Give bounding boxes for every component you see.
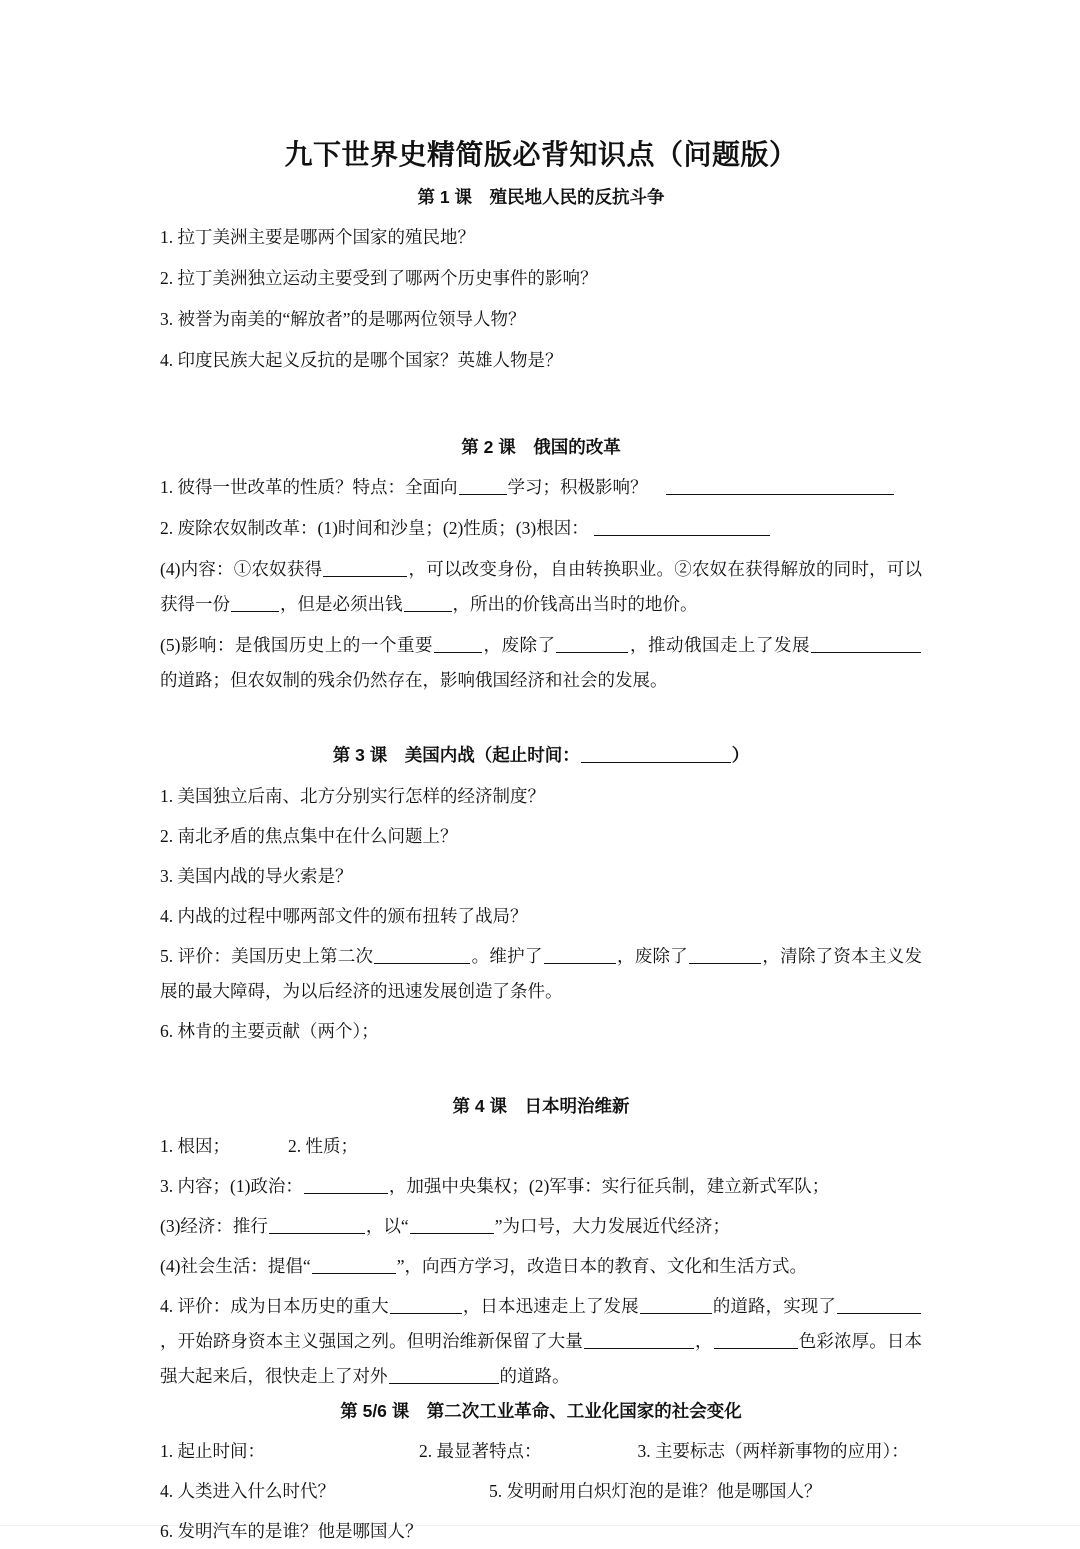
lesson-4-item-4-text-f: 色彩浓厚。日本强大起来后，很快走上了对外 bbox=[160, 1330, 923, 1386]
spacer bbox=[160, 1049, 922, 1093]
fill-blank[interactable] bbox=[434, 635, 482, 654]
lesson-2-item-1-text-a: 1. 彼得一世改革的性质？特点：全面向 bbox=[160, 477, 458, 498]
lesson-3-item-5-text-a: 5. 评价：美国历史上第二次 bbox=[160, 945, 374, 966]
fill-blank[interactable] bbox=[404, 594, 452, 613]
lesson-4-item-3-text-b: ，加强中央集权；(2)军事：实行征兵制，建立新式军队； bbox=[388, 1175, 830, 1196]
lesson-1-item-3: 3. 被誉为南美的“解放者”的是哪两位领导人物？ bbox=[160, 309, 526, 330]
lesson-2-item-4-text-c: ，但是必须出钱 bbox=[280, 594, 403, 615]
fill-blank[interactable] bbox=[556, 635, 628, 654]
lesson-2-item-5-text-b: ，废除了 bbox=[482, 635, 556, 656]
lesson-2-item-4-text-a: (4)内容：①农奴获得 bbox=[160, 559, 323, 580]
fill-blank[interactable] bbox=[581, 745, 731, 764]
lesson-3-item-5-text-d: ，清除了资本主义发展的最大障碍，为以后经济的迅速发展创造了条件。 bbox=[160, 945, 923, 1001]
lesson-4-item-2: 2. 性质； bbox=[288, 1135, 358, 1156]
lesson-3-item-6: 6. 林肯的主要贡献（两个）； bbox=[160, 1020, 379, 1041]
fill-blank[interactable] bbox=[640, 1295, 712, 1314]
lesson-4-item-3 bbox=[160, 1169, 922, 1204]
lesson-5-6-item-3: 3. 主要标志（两样新事物的应用）： bbox=[637, 1441, 909, 1462]
lesson-2-item-5-text-c: ，推动俄国走上了发展 bbox=[629, 635, 811, 656]
lesson-3-item-4: 4. 内战的过程中哪两部文件的颁布扭转了战局？ bbox=[160, 905, 528, 926]
lesson-3-item-1: 1. 美国独立后南、北方分别实行怎样的经济制度？ bbox=[160, 785, 545, 806]
lesson-4-item-3c-text-c: ”为口号，大力发展近代经济； bbox=[494, 1215, 730, 1236]
lesson-2-item-5 bbox=[160, 628, 922, 698]
lesson-4-item-4-text-g: 的道路。 bbox=[499, 1365, 570, 1386]
fill-blank[interactable] bbox=[666, 477, 894, 496]
fill-blank[interactable] bbox=[304, 1175, 388, 1194]
lesson-4-item-3c bbox=[160, 1209, 922, 1244]
fill-blank[interactable] bbox=[689, 945, 761, 964]
lesson-3-item-5 bbox=[160, 939, 922, 1009]
lesson-3-heading-text-b: ） bbox=[731, 745, 750, 766]
fill-blank[interactable] bbox=[323, 559, 407, 578]
lesson-4-item-4 bbox=[160, 1289, 922, 1394]
lesson-5-6-item-4: 4. 人类进入什么时代？ bbox=[160, 1481, 335, 1502]
lesson-5-6-row-2 bbox=[160, 1474, 922, 1509]
lesson-4-item-4-text-b: ，日本迅速走上了发展 bbox=[462, 1295, 639, 1316]
lesson-4-item-4-text-a: 4. 评价：成为日本历史的重大 bbox=[160, 1295, 389, 1316]
lesson-1-item-2: 2. 拉丁美洲独立运动主要受到了哪两个历史事件的影响？ bbox=[160, 268, 598, 289]
lesson-2-heading: 第 2 课 俄国的改革 bbox=[461, 437, 621, 458]
lesson-2-item-4-text-b: ，可以改变身份，自由转换职业。②农奴在获得解放的同时，可以获得一份 bbox=[160, 559, 923, 615]
spacer bbox=[160, 1119, 922, 1129]
spacer bbox=[160, 460, 922, 470]
fill-blank[interactable] bbox=[374, 945, 470, 964]
lesson-5-6-heading: 第 5/6 课 第二次工业革命、工业化国家的社会变化 bbox=[340, 1400, 742, 1421]
fill-blank[interactable] bbox=[714, 1330, 798, 1349]
lesson-2-item-1-text-b: 学习；积极影响？ bbox=[507, 477, 648, 498]
lesson-4-heading: 第 4 课 日本明治维新 bbox=[452, 1095, 630, 1116]
lesson-4-item-1: 1. 根因； bbox=[160, 1135, 230, 1156]
fill-blank[interactable] bbox=[584, 1330, 694, 1349]
spacer bbox=[160, 769, 922, 779]
lesson-5-6-row-3: 6. 发明汽车的是谁？他是哪国人？ bbox=[160, 1521, 423, 1542]
lesson-2-item-5-text-d: 的道路；但农奴制的残余仍然存在，影响俄国经济和社会的发展。 bbox=[160, 670, 668, 691]
fill-blank[interactable] bbox=[544, 945, 616, 964]
lesson-2-item-5-text-a: (5)影响：是俄国历史上的一个重要 bbox=[160, 635, 433, 656]
spacer bbox=[160, 378, 922, 434]
spacer bbox=[160, 174, 922, 184]
lesson-3-item-3: 3. 美国内战的导火索是？ bbox=[160, 865, 353, 886]
lesson-5-6-item-5: 5. 发明耐用白炽灯泡的是谁？他是哪国人？ bbox=[489, 1481, 822, 1502]
lesson-3-heading-text-a: 第 3 课 美国内战（起止时间： bbox=[332, 745, 580, 766]
document-content bbox=[160, 0, 922, 1549]
lesson-3-item-5-text-b: 。维护了 bbox=[471, 945, 543, 966]
fill-blank[interactable] bbox=[837, 1295, 921, 1314]
spacer bbox=[160, 210, 922, 220]
lesson-2-item-2-text: 2. 废除农奴制改革：(1)时间和沙皇；(2)性质；(3)根因： bbox=[160, 518, 589, 539]
lesson-5-6-row-1 bbox=[160, 1434, 922, 1469]
lesson-1-item-4: 4. 印度民族大起义反抗的是哪个国家？英雄人物是？ bbox=[160, 350, 563, 371]
lesson-4-item-3c-text-a: (3)经济：推行 bbox=[160, 1215, 268, 1236]
lesson-5-6-item-1: 1. 起止时间： bbox=[160, 1441, 265, 1462]
fill-blank[interactable] bbox=[594, 518, 770, 537]
fill-blank[interactable] bbox=[459, 477, 507, 496]
lesson-4-item-4-text-e: ， bbox=[694, 1330, 713, 1351]
fill-blank[interactable] bbox=[410, 1215, 494, 1234]
fill-blank[interactable] bbox=[269, 1215, 365, 1234]
lesson-4-item-3c-text-b: ，以“ bbox=[365, 1215, 409, 1236]
lesson-1-heading: 第 1 课 殖民地人民的反抗斗争 bbox=[417, 186, 665, 207]
lesson-4-item-4-text-d: ，开始跻身资本主义强国之列。但明治维新保留了大量 bbox=[160, 1330, 583, 1351]
lesson-5-6-item-2: 2. 最显著特点： bbox=[419, 1441, 542, 1462]
lesson-4-item-4-text-c: 的道路，实现了 bbox=[712, 1295, 836, 1316]
lesson-2-item-1 bbox=[160, 470, 922, 505]
spacer bbox=[160, 1424, 922, 1434]
fill-blank[interactable] bbox=[389, 1365, 499, 1384]
lesson-4-item-1-2 bbox=[160, 1129, 922, 1164]
lesson-3-heading bbox=[160, 742, 922, 768]
fill-blank[interactable] bbox=[231, 594, 279, 613]
lesson-4-item-3-text-a: 3. 内容；(1)政治： bbox=[160, 1175, 303, 1196]
lesson-2-item-4-text-d: ，所出的价钱高出当时的地价。 bbox=[452, 594, 698, 615]
lesson-1-item-1: 1. 拉丁美洲主要是哪两个国家的殖民地？ bbox=[160, 227, 475, 248]
lesson-3-item-5-text-c: ，废除了 bbox=[616, 945, 689, 966]
page-title: 九下世界史精简版必背知识点（问题版） bbox=[284, 139, 798, 170]
lesson-4-item-3d-text-b: ”，向西方学习，改造日本的教育、文化和生活方式。 bbox=[396, 1255, 807, 1276]
lesson-4-item-3d bbox=[160, 1249, 922, 1284]
spacer bbox=[160, 698, 922, 742]
fill-blank[interactable] bbox=[390, 1295, 462, 1314]
lesson-2-item-2 bbox=[160, 511, 922, 546]
lesson-3-item-2: 2. 南北矛盾的焦点集中在什么问题上？ bbox=[160, 825, 458, 846]
lesson-2-item-4 bbox=[160, 552, 922, 622]
lesson-4-item-3d-text-a: (4)社会生活：提倡“ bbox=[160, 1255, 311, 1276]
fill-blank[interactable] bbox=[811, 635, 921, 654]
fill-blank[interactable] bbox=[312, 1255, 396, 1274]
